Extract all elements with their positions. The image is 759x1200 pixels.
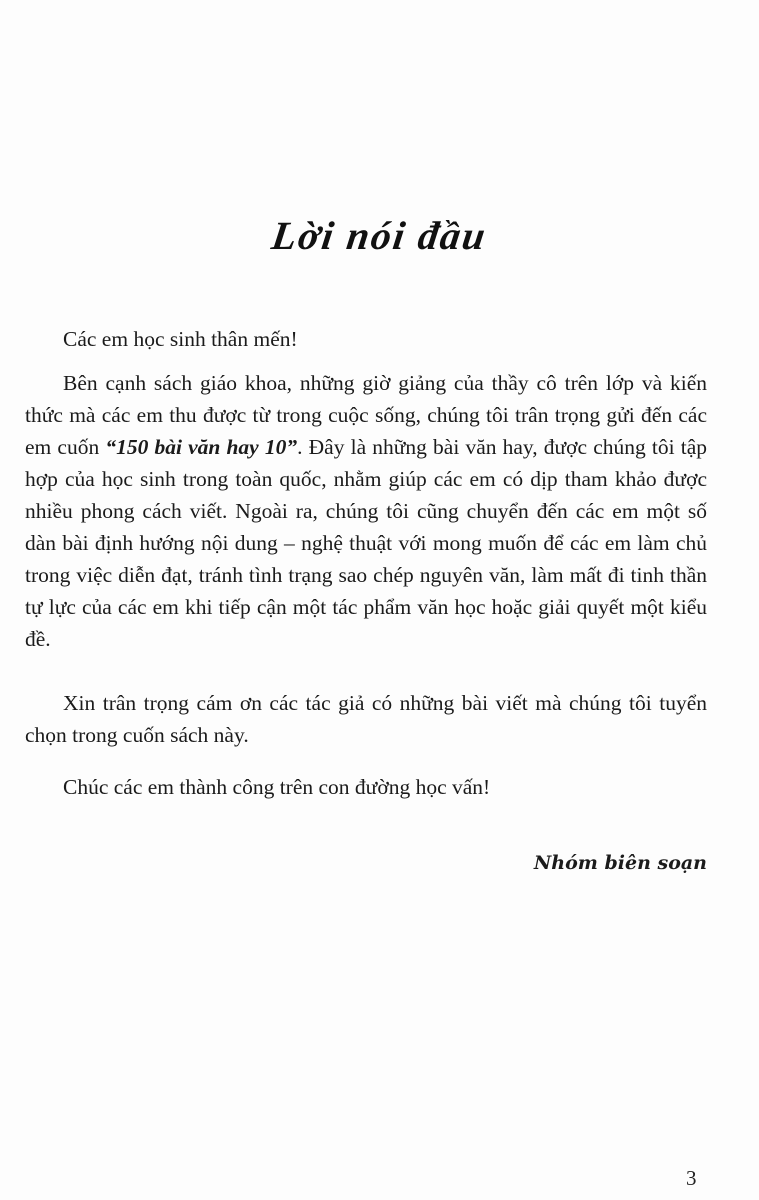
paragraph-thanks: [25, 687, 707, 751]
paragraph-thanks-text: Xin trân trọng cám ơn các tác giả có những bài viết mà chúng tôi tuyển chọn trong cuốn sách này.: [25, 691, 707, 747]
page-number: 3: [686, 1166, 697, 1190]
signature: Nhóm biên soạn: [533, 852, 707, 874]
book-title: “150 bài văn hay 10”: [105, 435, 298, 459]
paragraph-wishes: [25, 771, 707, 803]
greeting-block: [25, 323, 707, 355]
page-title: Lời nói đầu: [269, 213, 490, 258]
greeting-text: Các em học sinh thân mến!: [63, 327, 298, 351]
paragraph-intro-part1: Bên cạnh sách giáo khoa, những giờ giảng của thầy cô trên lớp và kiến thức mà các em thu được từ trong cuộc sống, chúng tôi trân trọng gửi đến các em cuốn: [25, 371, 707, 459]
paragraph-intro-text: [25, 367, 707, 655]
paragraph-intro: [25, 367, 707, 655]
paragraph-intro-part2: . Đây là những bài văn hay, được chúng tôi tập hợp của học sinh trong toàn quốc, nhằm giúp các em có dịp tham khảo được nhiều phong cách viết. Ngoài ra, chúng tôi cũng chuyển đến các em một số dàn bài định hướng nội dung – nghệ thuật với mong muốn để các em làm chủ trong việc diễn đạt, tránh tình trạng sao chép nguyên văn, làm mất đi tinh thần tự lực của các em khi tiếp cận một tác phẩm văn học hoặc giải quyết một kiểu đề.: [25, 435, 708, 651]
paragraph-wishes-text: Chúc các em thành công trên con đường học vấn!: [63, 775, 491, 799]
